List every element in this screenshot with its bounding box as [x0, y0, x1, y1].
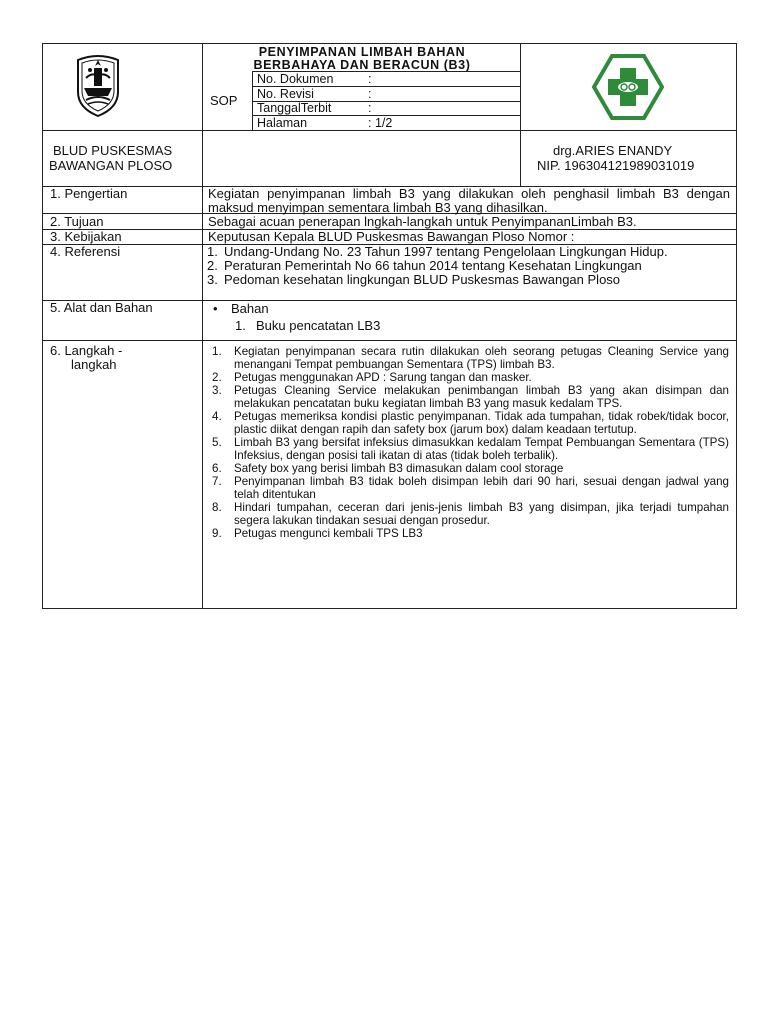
document-title-line2: BERBAHAYA DAN BERACUN (B3): [253, 58, 471, 72]
list-text: Pedoman kesehatan lingkungan BLUD Puskesmas Bawangan Ploso: [224, 272, 621, 287]
step-text: Petugas Cleaning Service melakukan penimbangan limbah B3 yang akan disimpan dan melakukan pencatatan buku kegiatan limbah B3 yang masuk kedalam TPS.: [234, 384, 729, 410]
step-text: Limbah B3 yang bersifat infeksius dimasukkan kedalam Tempat Pembuangan Sementara (TPS) Infeksius, dengan posisi tali ikatan di atas (tidak boleh terbalik).: [234, 436, 729, 462]
meta-label-halaman: Halaman: [257, 116, 308, 130]
meta-label-tanggal: TanggalTerbit: [257, 101, 332, 115]
step-text: Safety box yang berisi limbah B3 dimasukan dalam cool storage: [234, 462, 564, 475]
signer-nip: NIP. 196304121989031019: [537, 158, 695, 173]
alat-item-number: 1.: [235, 318, 246, 333]
list-number: 3.: [207, 272, 218, 287]
meta-label-revisi: No. Revisi: [257, 87, 314, 101]
list-item: [203, 245, 723, 259]
referensi-list: [203, 245, 723, 287]
pengertian-text: Kegiatan penyimpanan limbah B3 yang dilakukan oleh penghasil limbah B3 dengan maksud menyimpan sementara limbah B3 yang dihasilkan.: [208, 186, 730, 215]
crest-icon: [72, 52, 124, 118]
step-text: Petugas mengunci kembali TPS LB3: [234, 527, 423, 540]
border-right: [736, 43, 737, 609]
step-number: 9.: [212, 527, 222, 540]
list-item: [203, 259, 723, 273]
meta-value-revisi: :: [368, 87, 372, 101]
step-number: 4.: [212, 410, 222, 423]
list-number: 2.: [207, 258, 218, 273]
list-item: [203, 273, 723, 287]
column-divider-right: [520, 43, 521, 186]
kebijakan-label: 3. Kebijakan: [50, 229, 122, 244]
bullet-icon: •: [213, 301, 218, 316]
tujuan-label: 2. Tujuan: [50, 214, 104, 229]
step-number: 7.: [212, 475, 222, 488]
header-row-divider: [42, 130, 737, 131]
list-text: Peraturan Pemerintah No 66 tahun 2014 tentang Kesehatan Lingkungan: [224, 258, 642, 273]
sop-label: SOP: [210, 93, 238, 108]
alat-item-text: Buku pencatatan LB3: [256, 318, 381, 333]
alat-label: 5. Alat dan Bahan: [50, 300, 153, 315]
border-bottom: [42, 608, 737, 609]
step-number: 5.: [212, 436, 222, 449]
step-item: [208, 501, 729, 527]
meta-value-halaman: : 1/2: [368, 116, 393, 130]
puskesmas-logo-icon: [592, 54, 664, 120]
list-text: Undang-Undang No. 23 Tahun 1997 tentang Pengelolaan Lingkungan Hidup.: [224, 244, 668, 259]
list-number: 1.: [207, 244, 218, 259]
org-name-line1: BLUD PUSKESMAS: [53, 143, 173, 158]
step-text: Kegiatan penyimpanan secara rutin dilakukan oleh seorang petugas Cleaning Service yang menangani Tempat pembuangan Sementara (TPS) limbah B3.: [234, 345, 729, 371]
border-top: [42, 43, 737, 44]
step-number: 8.: [212, 501, 222, 514]
step-item: [208, 345, 729, 371]
tujuan-text: Sebagai acuan penerapan lngkah-langkah untuk PenyimpananLimbah B3.: [208, 214, 637, 229]
step-text: Petugas memeriksa kondisi plastic penyimpanan. Tidak ada tumpahan, tidak robek/tidak bocor, plastic diikat dengan rapih dan safety box (jarum box) dalam keadaan tertutup.: [234, 410, 729, 436]
alat-heading: Bahan: [231, 301, 269, 316]
org-name-line2: BAWANGAN PLOSO: [49, 158, 173, 173]
column-divider-left: [202, 43, 203, 609]
step-text: Petugas menggunakan APD : Sarung tangan dan masker.: [234, 371, 532, 384]
document-title-line1: PENYIMPANAN LIMBAH BAHAN: [258, 45, 466, 59]
meta-divider: [252, 71, 253, 130]
meta-value-tanggal: :: [368, 101, 372, 115]
meta-label-dokumen: No. Dokumen: [257, 72, 334, 86]
kebijakan-text: Keputusan Kepala BLUD Puskesmas Bawangan Ploso Nomor :: [208, 229, 575, 244]
signer-name: drg.ARIES ENANDY: [553, 143, 673, 158]
step-item: [208, 462, 729, 475]
langkah-steps: [208, 345, 729, 540]
langkah-label-line1: 6. Langkah -: [50, 343, 123, 358]
step-item: [208, 436, 729, 462]
step-text: Penyimpanan limbah B3 tidak boleh disimpan lebih dari 90 hari, sesuai dengan jadwal yang telah ditentukan: [234, 475, 729, 501]
row-divider-5: [42, 340, 737, 341]
step-text: Hindari tumpahan, ceceran dari jenis-jenis limbah B3 yang disimpan, jika terjadi tumpahan segera lakukan tindakan sesuai dengan prosedur.: [234, 501, 729, 527]
step-item: [208, 410, 729, 436]
step-item: [208, 527, 729, 540]
step-number: 3.: [212, 384, 222, 397]
step-item: [208, 384, 729, 410]
step-number: 6.: [212, 462, 222, 475]
meta-value-dokumen: :: [368, 72, 372, 86]
step-item: [208, 371, 729, 384]
referensi-label: 4. Referensi: [50, 244, 121, 259]
step-number: 1.: [212, 345, 222, 358]
pengertian-label: 1. Pengertian: [50, 186, 128, 201]
step-number: 2.: [212, 371, 222, 384]
langkah-label-line2: langkah: [71, 357, 117, 372]
border-left: [42, 43, 43, 609]
step-item: [208, 475, 729, 501]
